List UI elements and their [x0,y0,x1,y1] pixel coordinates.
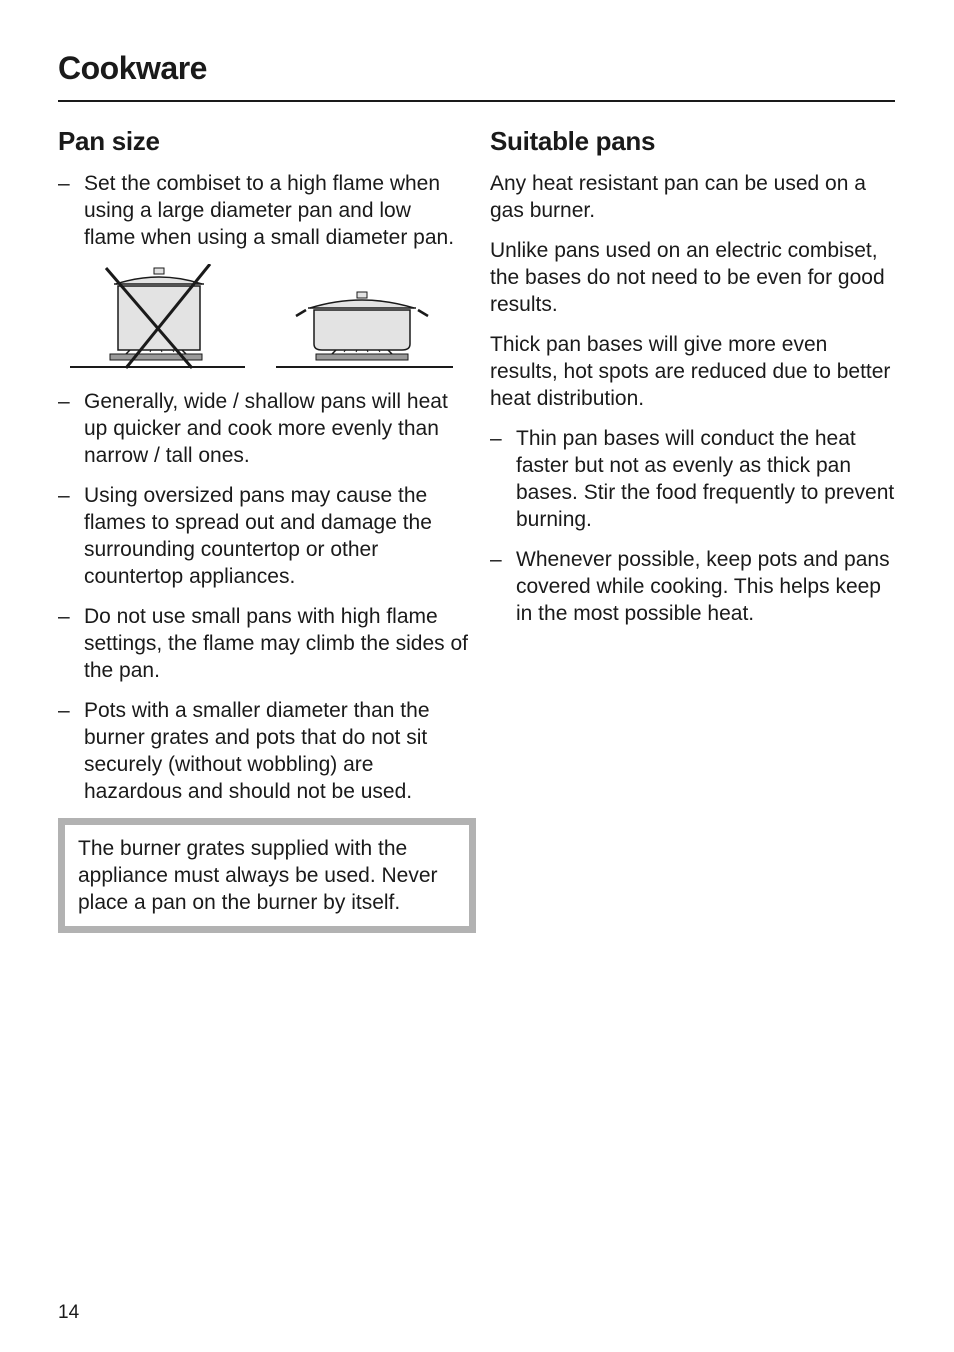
pan-size-item-text: Do not use small pans with high flame settings, the flame may climb the sides of the pan. [84,605,468,682]
burner-grate-note: The burner grates supplied with the appliance must always be used. Never place a pan on the burner by itself. [58,818,476,933]
pan-size-heading: Pan size [58,126,160,156]
pan-size-item-text: Using oversized pans may cause the flames to spread out and damage the surrounding countertop or other countertop appliances. [84,484,432,588]
suitable-pans-item [490,425,900,533]
suitable-pans-section [490,124,900,640]
pan-size-item-text: Generally, wide / shallow pans will heat up quicker and cook more evenly than narrow / tall ones. [84,390,448,467]
pan-size-item [58,388,468,469]
title-divider [58,100,895,102]
suitable-pans-paragraph: Thick pan bases will give more even results, hot spots are reduced due to better heat distribution. [490,333,891,410]
suitable-pans-heading: Suitable pans [490,126,656,156]
dash-bullet: – [58,699,70,722]
dash-bullet: – [490,427,502,450]
suitable-pans-item-text: Whenever possible, keep pots and pans covered while cooking. This helps keep in the most possible heat. [516,548,890,625]
dash-bullet: – [58,484,70,507]
page-title: Cookware [58,50,207,86]
dash-bullet: – [58,172,70,195]
pan-size-item [58,697,468,805]
pan-size-item-text: Set the combiset to a high flame when using a large diameter pan and low flame when using a small diameter pan. [84,172,455,249]
dash-bullet: – [58,605,70,628]
dash-bullet: – [490,548,502,571]
tall-narrow-pot-crossed-out-icon [70,264,245,368]
suitable-pans-paragraph: Any heat resistant pan can be used on a gas burner. [490,172,866,222]
pan-size-illustration [70,264,455,372]
suitable-pans-item-text: Thin pan bases will conduct the heat faster but not as evenly as thick pan bases. Stir the food frequently to prevent burning. [516,427,895,531]
pan-size-section [58,124,468,933]
pan-size-item [58,482,468,590]
pan-size-item-text: Pots with a smaller diameter than the burner grates and pots that do not sit securely (without wobbling) are hazardous and should not be used. [84,699,430,803]
suitable-pans-paragraph: Unlike pans used on an electric combiset, the bases do not need to be even for good results. [490,239,885,316]
wide-shallow-pot-icon [276,292,453,367]
dash-bullet: – [58,390,70,413]
pan-size-item [58,170,468,251]
pan-size-item [58,603,468,684]
suitable-pans-item [490,546,900,627]
page-number: 14 [58,1302,80,1323]
